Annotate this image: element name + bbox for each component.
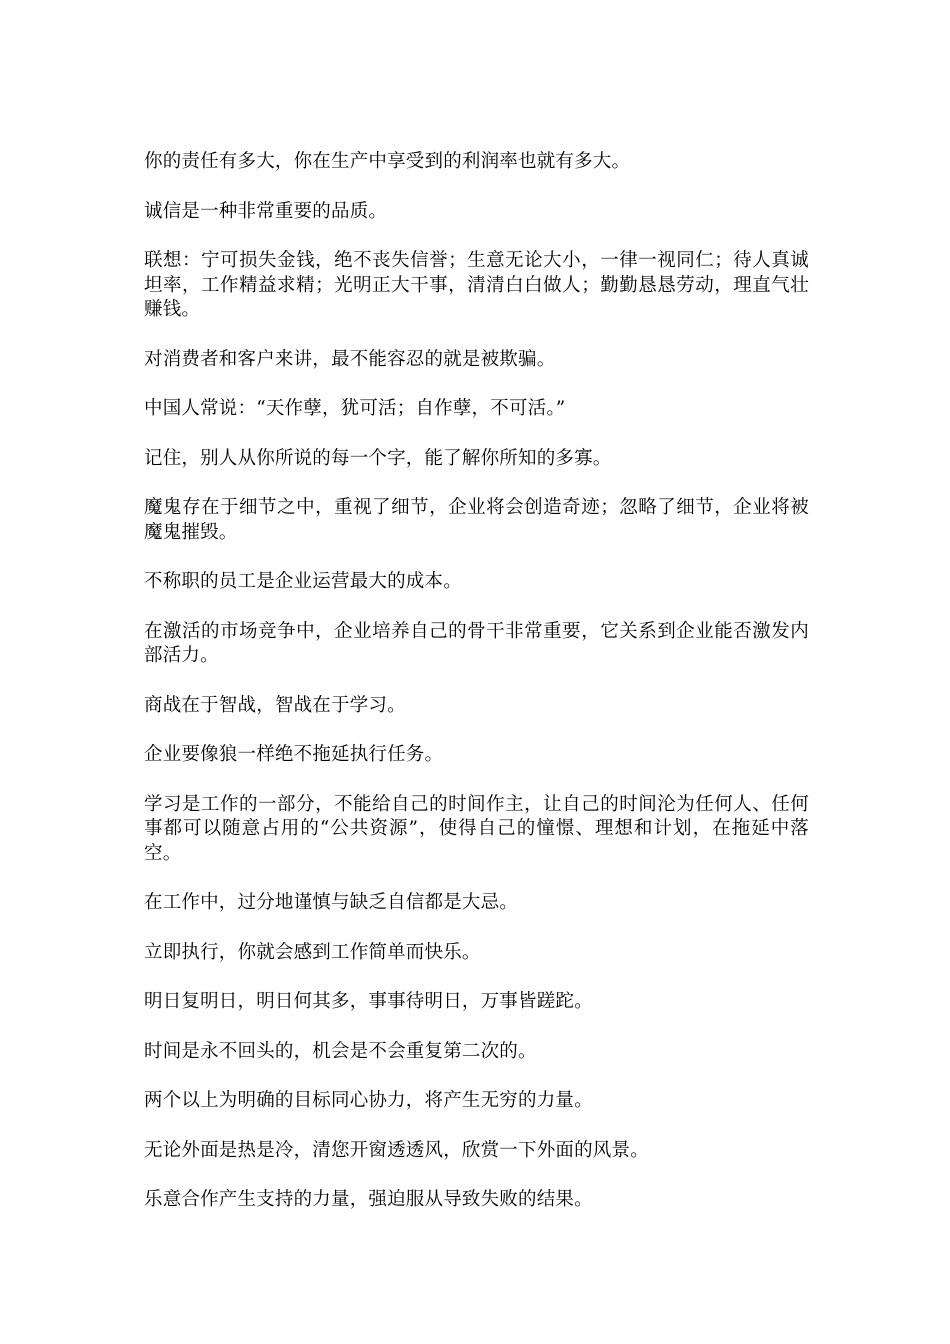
- paragraph: 诚信是一种非常重要的品质。: [144, 200, 388, 222]
- paragraph: 明日复明日，明日何其多，事事待明日，万事皆蹉跎。: [144, 991, 593, 1012]
- document-body: [144, 150, 809, 1238]
- paragraph: 企业要像狼一样绝不拖延执行任务。: [144, 744, 444, 765]
- paragraph: 在工作中，过分地谨慎与缺乏自信都是大忌。: [144, 892, 519, 913]
- paragraph: 乐意合作产生支持的力量，强迫服从导致失败的结果。: [144, 1189, 593, 1210]
- paragraph: 对消费者和客户来讲，最不能容忍的就是被欺骗。: [144, 348, 556, 370]
- paragraph: 记住，别人从你所说的每一个字，能了解你所知的多寡。: [144, 447, 612, 469]
- paragraph: 不称职的员工是企业运营最大的成本。: [144, 571, 462, 592]
- paragraph: 魔鬼存在于细节之中，重视了细节，企业将会创造奇迹；忽略了细节，企业将被魔鬼摧毁。: [144, 497, 809, 543]
- paragraph: 联想：宁可损失金钱，绝不丧失信誉；生意无论大小，一律一视同仁；待人真诚坦率，工作精益求精；光明正大干事，清清白白做人；勤勤恳恳劳动，理直气壮赚钱。: [144, 250, 809, 320]
- paragraph: 在激活的市场竞争中，企业培养自己的骨干非常重要，它关系到企业能否激发内部活力。: [144, 620, 809, 666]
- paragraph: 时间是永不回头的，机会是不会重复第二次的。: [144, 1040, 537, 1062]
- paragraph: 你的责任有多大，你在生产中享受到的利润率也就有多大。: [144, 151, 631, 172]
- paragraph: 商战在于智战，智战在于学习。: [144, 694, 406, 716]
- paragraph: 两个以上为明确的目标同心协力，将产生无穷的力量。: [144, 1090, 593, 1111]
- paragraph: 学习是工作的一部分，不能给自己的时间作主，让自己的时间沦为任何人、任何事都可以随意占用的“公共资源”，使得自己的憧憬、理想和计划，在拖延中落空。: [144, 793, 809, 864]
- paragraph: 立即执行，你就会感到工作简单而快乐。: [144, 941, 481, 963]
- paragraph: 中国人常说：“天作孽，犹可活；自作孽，不可活。”: [144, 398, 566, 419]
- paragraph: 无论外面是热是冷，清您开窗透透风，欣赏一下外面的风景。: [144, 1139, 649, 1161]
